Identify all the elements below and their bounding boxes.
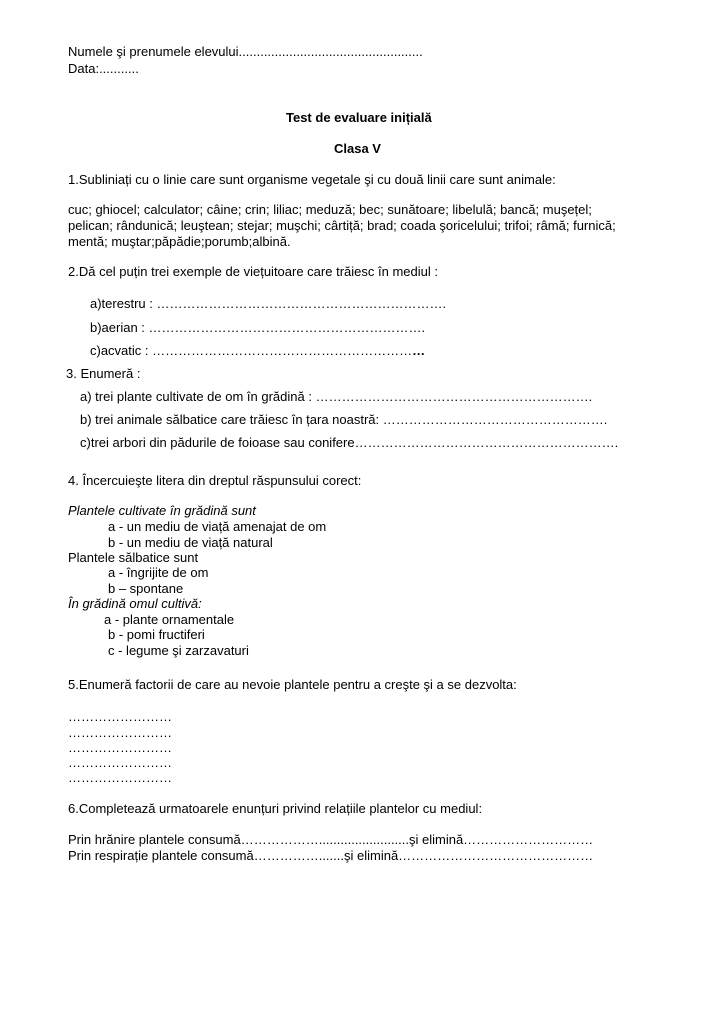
question-1-line: mentă; muştar;păpădie;porumb;albină. [68, 234, 291, 249]
question-4-group-3-title: În grădină omul cultivă: [68, 596, 202, 611]
page-title: Test de evaluare inițială [286, 110, 432, 125]
question-4-group-1-option-b: b - un mediu de viață natural [108, 535, 273, 550]
question-2-item-aquatic-tail: … [412, 343, 426, 358]
question-4-group-3-option-b: b - pomi fructiferi [108, 627, 205, 642]
page-subtitle: Clasa V [334, 141, 381, 156]
question-5-blank: …………………… [68, 725, 172, 740]
question-3-item-trees: c)trei arbori din pădurile de foioase sau conifere……………………………………………………. [80, 435, 619, 450]
question-2-item-aquatic [90, 343, 425, 358]
question-2-prompt: 2.Dă cel puțin trei exemple de viețuitoare care trăiesc în mediul : [68, 264, 438, 279]
question-1-prompt: 1.Subliniați cu o linie care sunt organisme vegetale şi cu două linii care sunt animale: [68, 172, 556, 187]
date-line: Data:........... [68, 61, 139, 76]
question-4-group-3-option-c: c - legume şi zarzavaturi [108, 643, 249, 658]
question-4-group-2-option-b: b – spontane [108, 581, 184, 596]
question-3-prompt: 3. Enumeră : [66, 366, 141, 381]
question-4-prompt: 4. Încercuieşte litera din dreptul răspunsului corect: [68, 473, 362, 488]
question-6-prompt: 6.Completează urmatoarele enunțuri privind relațiile plantelor cu mediul: [68, 801, 483, 816]
question-5-blank: …………………… [68, 740, 172, 755]
question-2-item-aerial: b)aerian : ………………………………………………………. [90, 320, 426, 335]
question-3-item-animals: b) trei animale sălbatice care trăiesc în țara noastră: ……………………………………………. [80, 412, 608, 427]
question-4-group-1-title: Plantele cultivate în grădină sunt [68, 503, 256, 518]
question-2-item-terrestrial: a)terestru : …………………………………………………………. [90, 296, 447, 311]
question-6-line-respiration: Prin respirație plantele consumă…………….......şi elimină……………………………………… [68, 848, 594, 863]
question-4-group-2-title: Plantele sălbatice sunt [68, 550, 199, 565]
question-2-item-aquatic-text: c)acvatic : …………………………………………………… [90, 343, 413, 358]
question-3-item-plants: a) trei plante cultivate de om în grădină : ………………………………………………………. [80, 389, 593, 404]
question-5-prompt: 5.Enumeră factorii de care au nevoie plantele pentru a creşte şi a se dezvolta: [68, 677, 517, 692]
question-4-group-2-option-a: a - îngrijite de om [108, 565, 209, 580]
question-5-blank: …………………… [68, 709, 172, 724]
student-name-line: Numele şi prenumele elevului................................................... [68, 44, 423, 59]
question-1-line: cuc; ghiocel; calculator; câine; crin; liliac; meduză; bec; sunătoare; libelulă; bancă; muşețel; [68, 202, 592, 217]
question-6-line-nutrition: Prin hrănire plantele consumă……………….........................şi elimină………………………… [68, 832, 594, 847]
question-5-blank: …………………… [68, 755, 172, 770]
question-5-blank: …………………… [68, 770, 172, 785]
question-4-group-3-option-a: a - plante ornamentale [104, 612, 235, 627]
question-4-group-1-option-a: a - un mediu de viață amenajat de om [108, 519, 327, 534]
question-1-line: pelican; rândunică; leuştean; stejar; muşchi; cârtiță; brad; coada şoricelului; trifoi; râmă; furnică; [68, 218, 616, 233]
